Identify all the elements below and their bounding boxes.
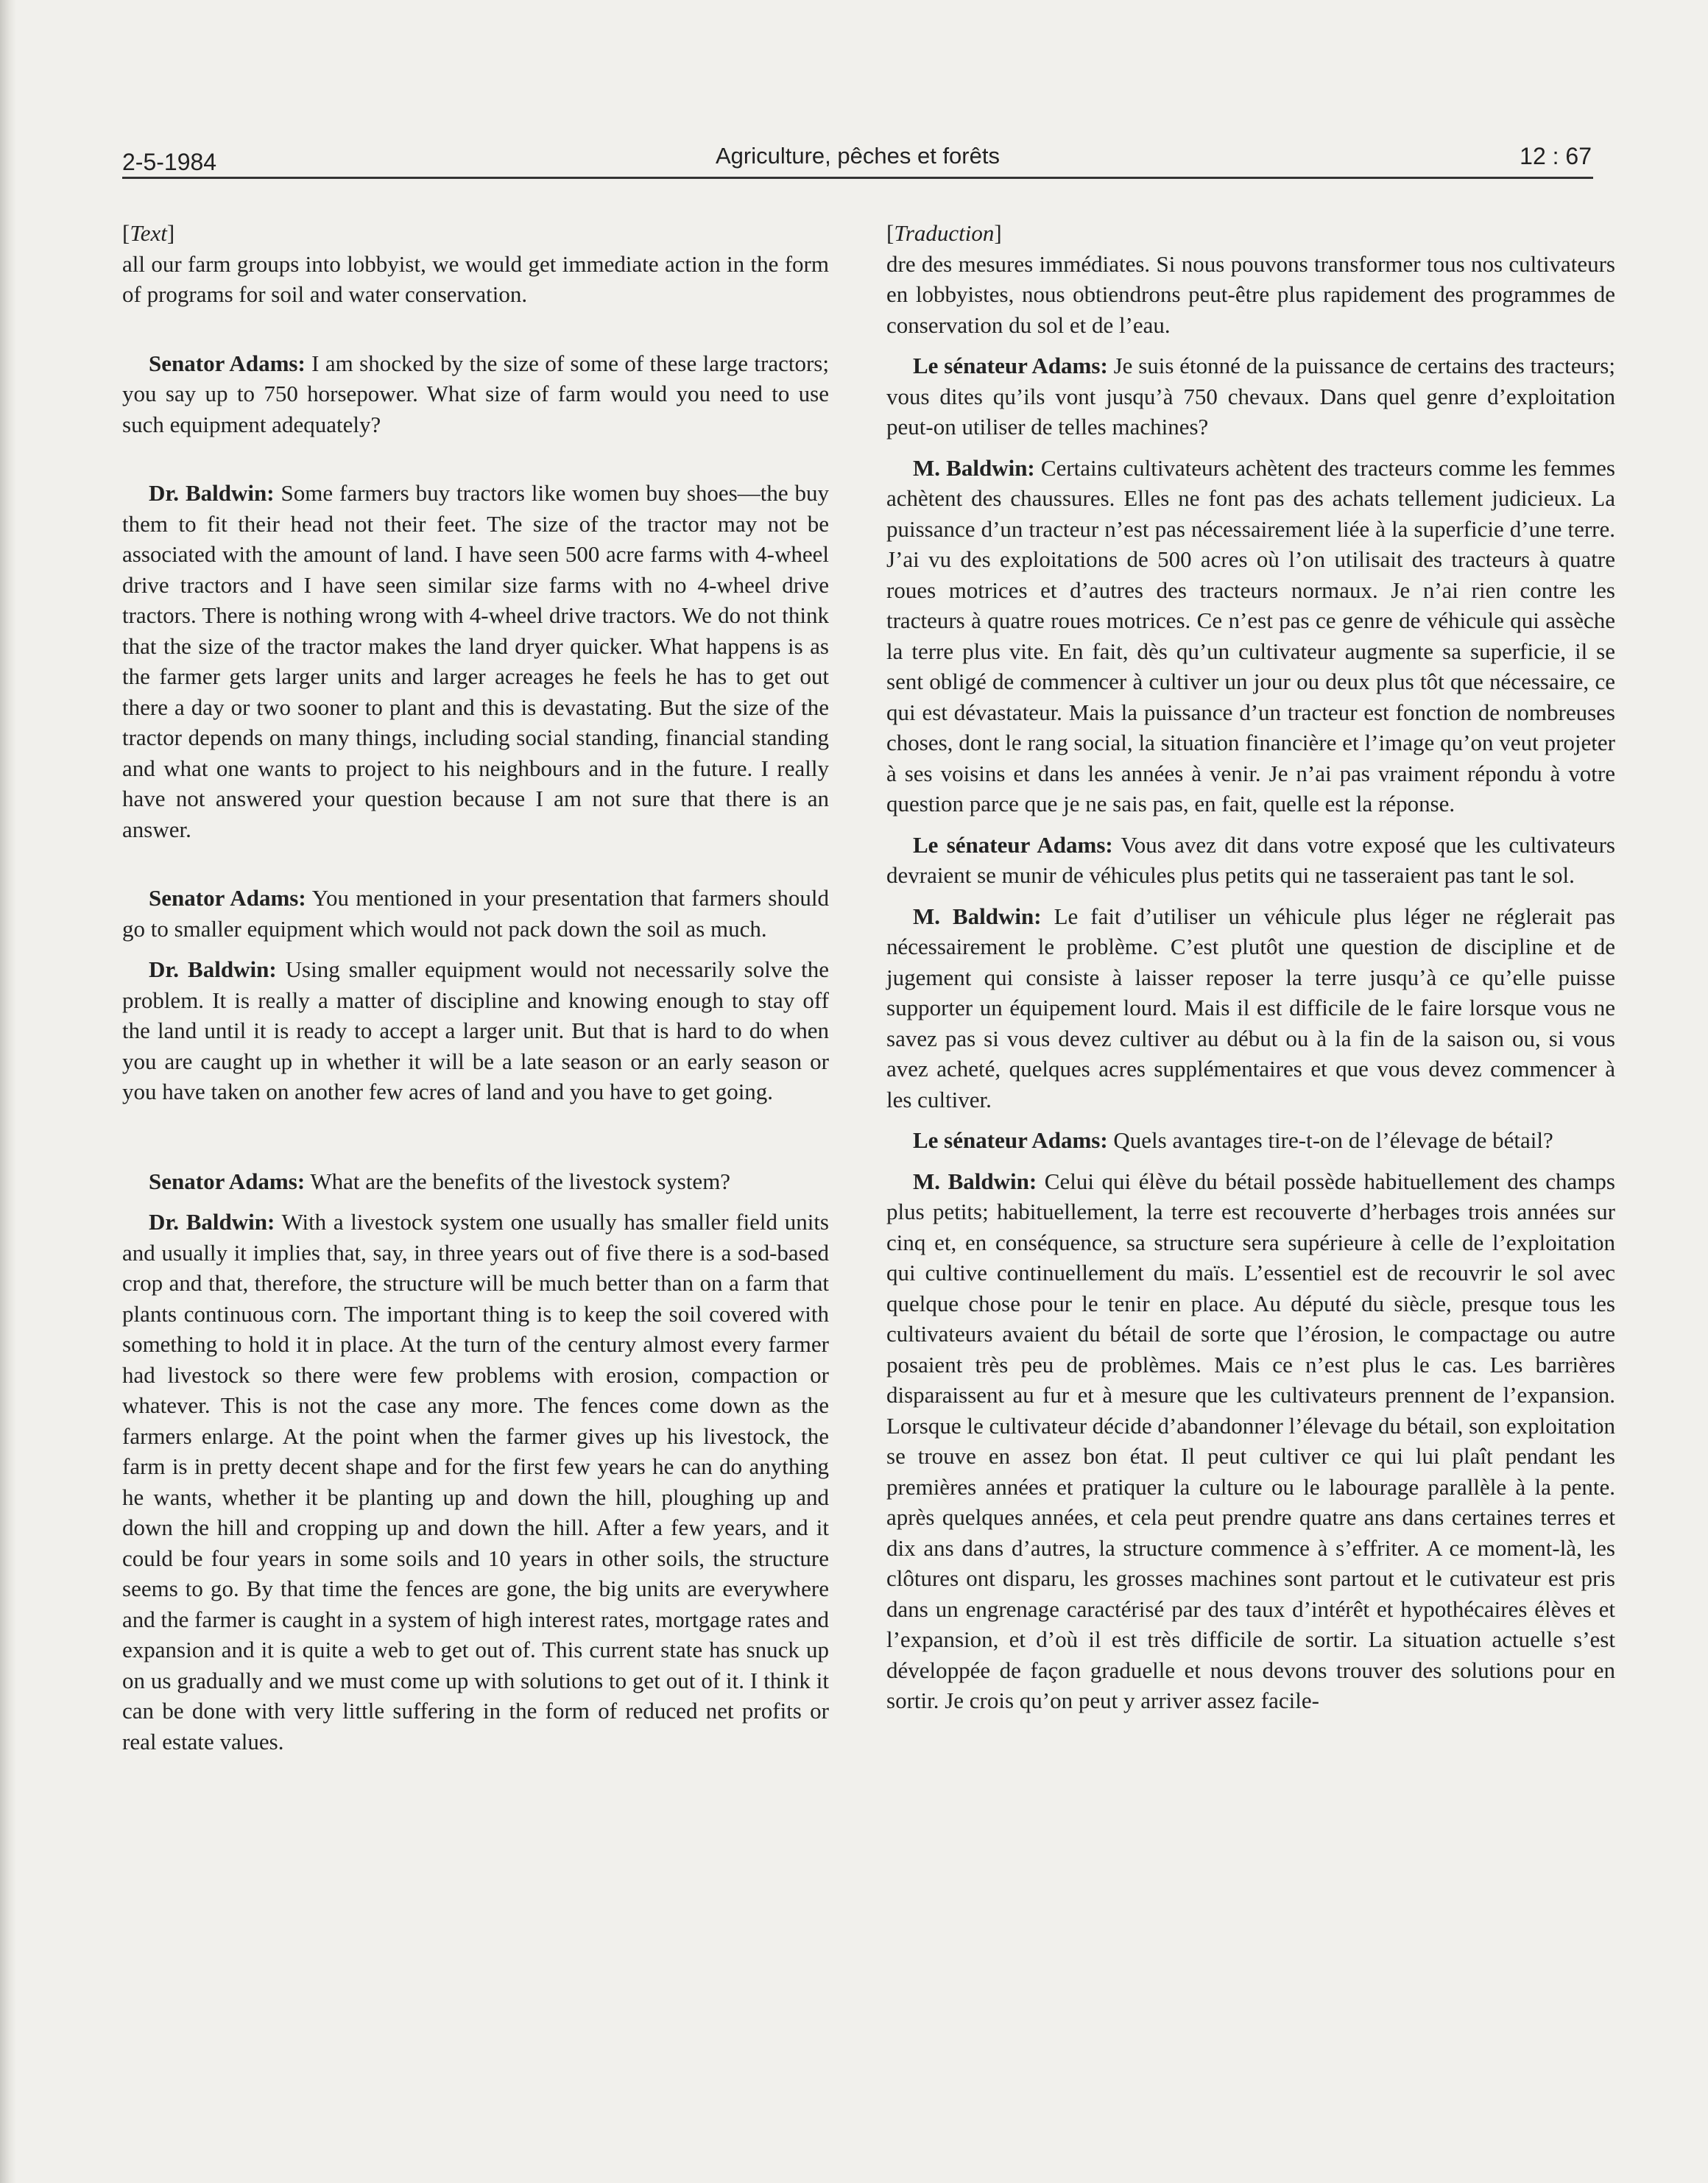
paragraph: M. Baldwin: Certains cultivateurs achètent des tracteurs comme les femmes achètent des chaussures. Elles ne font pas des achats tellement judicieux. La puissance d’un tracteur n’est pas nécessairement liée à la superficie d’une terre. J’ai vu des exploitations de 500 acres où l’on utilisait des tracteurs à quatre roues motrices et d’autres des tracteurs normaux. Je n’ai rien contre les tracteurs à quatre roues motrices. Ce n’est pas ce genre de véhicule qui assèche la terre plus vite. En fait, dès qu’un cultivateur augmente sa superficie, il se sent obligé de commencer à cultiver un jour ou deux plus tôt que nécessaire, ce qui est dévastateur. Mais la puissance d’un tracteur est fonction de nombreuses choses, dont le rang social, la situation financière et l’image qu’on veut projeter à ses voisins et dans les années à venir. Je n’ai pas vraiment répondu à votre question parce que je ne sais pas, en fait, quelle est la réponse. (886, 454, 1615, 817)
paragraph: Senator Adams: I am shocked by the size of some of these large tractors; you say up to 750 horsepower. What size of farm would you need to use such equipment adequately? (122, 350, 829, 437)
header-date: 2-5-1984 (122, 149, 217, 175)
english-column (122, 218, 829, 1757)
speaker-name: M. Baldwin: (913, 1168, 1037, 1194)
speaker-name: Senator Adams: (149, 1168, 306, 1194)
page-header (122, 137, 1593, 181)
paragraph: M. Baldwin: Celui qui élève du bétail possède habituellement des champs plus petits; habituellement, la terre est recouverte d’herbages trois années sur cinq et, en conséquence, sa structure sera supérieure à celle de l’exploitation qui cultive continuellement du maïs. L’essentiel est de recouvrir le sol avec quelque chose pour le tenir en place. Au député du siècle, presque tous les cultivateurs avaient du bétail de sorte que l’érosion, le compactage ou autre posaient très peu de problèmes. Mais ce n’est plus le cas. Les barrières disparaissent au fur et à mesure que les cultivateurs prennent de l’expansion. Lorsque le cultivateur décide d’abandonner l’élevage du bétail, son exploitation se trouve en assez bon état. Il peut cultiver ce qui lui plaît pendant les premières années et pratiquer la culture ou le labourage parallèle à la pente. après quelques années, et cela peut prendre quatre ans dans certaines terres et dix ans dans d’autres, la structure commence à s’effriter. A ce moment-là, les clôtures ont disparu, les grosses machines sont partout et le cutivateur est pris dans un engrenage caractérisé par des taux d’intérêt et hypothécaires élèves et l’expansion, et d’où il est très difficile de sortir. La situation actuelle s’est développée de façon graduelle et nous devons trouver des solutions pour en sortir. Je crois qu’on peut y arriver assez facile- (886, 1168, 1615, 1713)
speaker-name: Le sénateur Adams: (913, 831, 1113, 858)
section-label-text: [Text] (122, 220, 175, 246)
speaker-name: Dr. Baldwin: (149, 1209, 275, 1235)
paragraph: Le sénateur Adams: Je suis étonné de la puissance de certains des tracteurs; vous dites qu’ils vont jusqu’à 750 chevaux. Dans quel genre d’exploitation peut-on utiliser de telles machines? (886, 353, 1615, 440)
speaker-name: M. Baldwin: (913, 903, 1042, 929)
paragraph: dre des mesures immédiates. Si nous pouvons transformer tous nos cultivateurs en lobbyistes, nous obtiendrons peut-être plus rapidement des programmes de conservation du sol et de l’eau. (886, 250, 1615, 338)
paragraph: all our farm groups into lobbyist, we would get immediate action in the form of programs for soil and water conservation. (122, 250, 829, 307)
speaker-name: Dr. Baldwin: (149, 956, 277, 982)
speaker-name: Senator Adams: (149, 885, 306, 911)
speaker-name: Le sénateur Adams: (913, 353, 1108, 378)
paragraph: Le sénateur Adams: Vous avez dit dans votre exposé que les cultivateurs devraient se munir de véhicules plus petits qui ne tasseraient pas tant le sol. (886, 831, 1615, 888)
header-title: Agriculture, pêches et forêts (716, 143, 1000, 169)
header-rule (122, 177, 1593, 179)
paragraph: Dr. Baldwin: Some farmers buy tractors like women buy shoes—the buy them to fit their head not their feet. The size of the tractor may not be associated with the amount of land. I have seen 500 acre farms with 4-wheel drive tractors and I have seen similar size farms with no 4-wheel drive tractors. There is nothing wrong with 4-wheel drive tractors. We do not think that the size of the tractor makes the land dryer quicker. What happens is as the farmer gets larger units and larger acreages he feels he has to get out there a day or two sooner to plant and this is devastating. But the size of the tractor depends on many things, including social standing, financial standing and what one wants to project to his neighbours and in the future. I really have not answered your question because I am not sure that there is an answer. (122, 480, 829, 842)
page-binding-edge (0, 0, 16, 2183)
speaker-name: M. Baldwin: (913, 454, 1035, 481)
paragraph: Le sénateur Adams: Quels avantages tire-t-on de l’élevage de bétail? (913, 1127, 1553, 1153)
section-label-traduction: [Traduction] (886, 220, 1002, 246)
paragraph: Senator Adams: You mentioned in your presentation that farmers should go to smaller equipment which would not pack down the soil as much. (122, 885, 829, 942)
speaker-name: Senator Adams: (149, 350, 306, 376)
paragraph: Dr. Baldwin: With a livestock system one usually has smaller field units and usually it implies that, say, in three years out of five there is a sod-based crop and that, therefore, the structure will be much better than on a farm that plants continuous corn. The important thing is to keep the soil covered with something to hold it in place. At the turn of the century almost every farmer had livestock so there were few problems with erosion, compaction or whatever. This is not the case any more. The fences come down as the farmers enlarge. At the point when the farmer gives up his livestock, the farm is in pretty decent shape and for the first few years he can do anything he wants, whether it be planting up and down the hill, ploughing up and down the hill and cropping up and down the hill. After a few years, and it could be four years in some soils and 10 years in other soils, the structure seems to go. By that time the fences are gone, the big units are everywhere and the farmer is caught in a system of high interest rates, mortgage rates and expansion and it is quite a web to get out of. This current state has snuck up on us gradually and we must come up with solutions to get out of it. I think it can be done with very little suffering in the form of reduced net profits or real estate values. (122, 1209, 829, 1754)
speaker-name: Dr. Baldwin: (149, 480, 275, 506)
paragraph: M. Baldwin: Le fait d’utiliser un véhicule plus léger ne réglerait pas nécessairement le problème. C’est plutôt une question de discipline et de jugement qui consiste à laisser reposer la terre jusqu’à ce qu’elle puisse supporter un équipement lourd. Mais il est difficile de le faire lorsque vous ne savez pas si vous devez cultiver au début ou à la fin de la saison ou, si vous avez acheté, quelques acres supplémentaires et que vous devez commencer à les cultiver. (886, 903, 1615, 1112)
french-column (886, 218, 1615, 1716)
header-page-number: 12 : 67 (1520, 143, 1592, 169)
paragraph: Dr. Baldwin: Using smaller equipment would not necessarily solve the problem. It is really a matter of discipline and knowing enough to stay off the land until it is ready to accept a larger unit. But that is hard to do when you are caught up in whether it will be a late season or an early season or you have taken on another few acres of land and you have to get going. (122, 956, 829, 1104)
speaker-name: Le sénateur Adams: (913, 1127, 1108, 1153)
paragraph: Senator Adams: What are the benefits of the livestock system? (149, 1168, 731, 1194)
